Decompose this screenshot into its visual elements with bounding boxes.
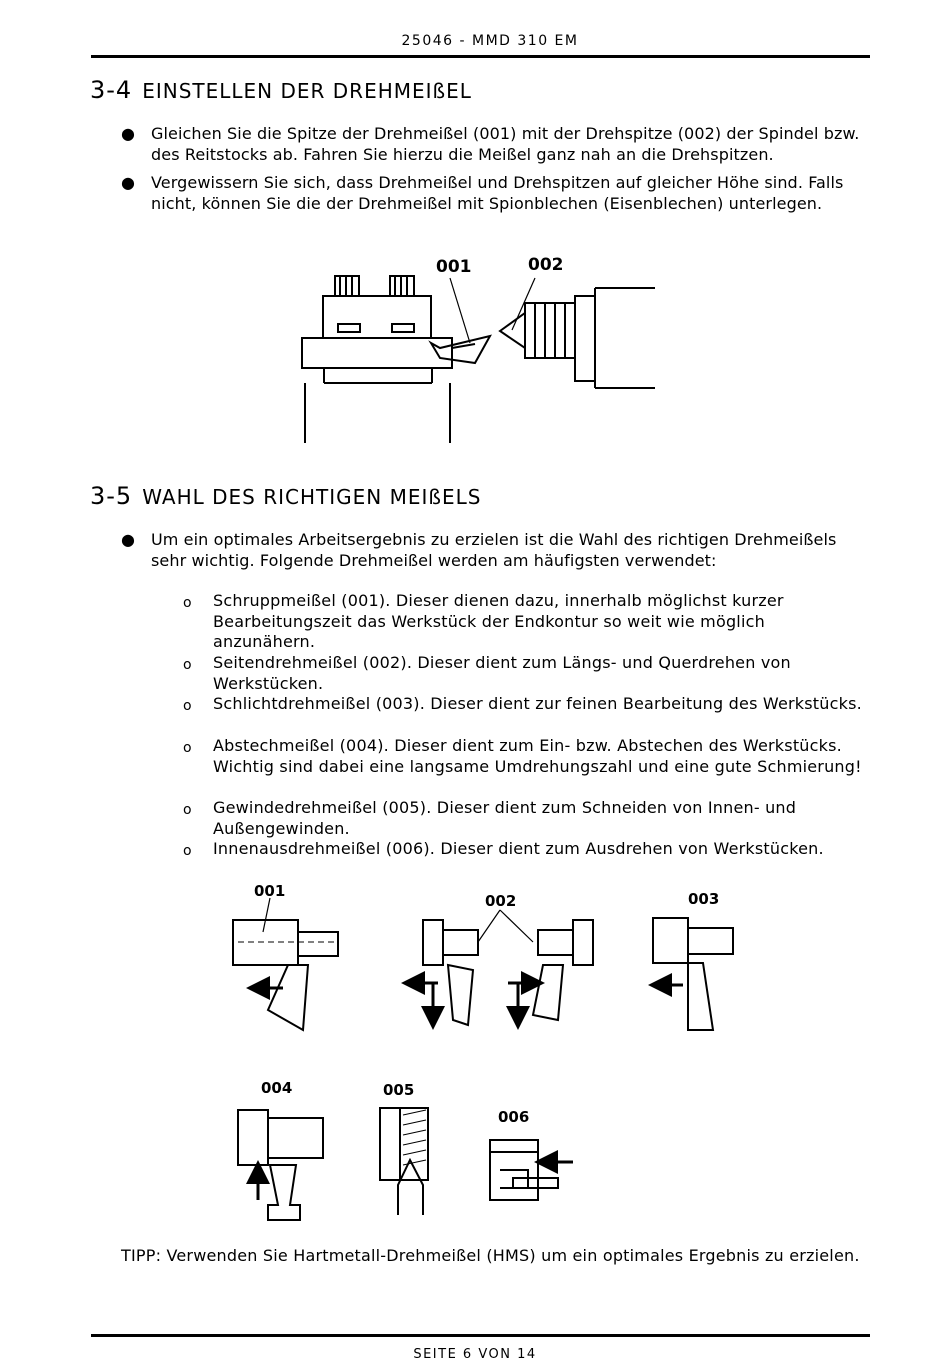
list-item: Gewindedrehmeißel (005). Dieser dient zum Schneiden von Innen- und Außengewinden. xyxy=(213,798,797,838)
list-item: Schruppmeißel (001). Dieser dienen dazu, innerhalb möglichst kurzer Bearbeitungszeit das Werkstück der Endkontur so weit wie möglich anzunähern. xyxy=(213,591,784,651)
sub-bullet-marker: o xyxy=(183,740,192,756)
figure-label-004: 004 xyxy=(261,1079,293,1097)
sub-bullet-marker: o xyxy=(183,698,192,714)
figure-label-001: 001 xyxy=(254,882,286,900)
figure-label-002: 002 xyxy=(485,892,517,910)
footer-rule xyxy=(91,1334,870,1337)
tool-types-figure xyxy=(228,870,748,1232)
sub-bullet-marker: o xyxy=(183,657,192,673)
page-number: SEITE 6 VON 14 xyxy=(413,1347,537,1362)
list-item: Abstechmeißel (004). Dieser dient zum Ein- bzw. Abstechen des Werkstücks. Wichtig sind dabei eine langsame Umdrehungszahl und eine gute Schmierung! xyxy=(213,736,862,776)
figure-label-001: 001 xyxy=(436,257,472,277)
section-number: 3-5 xyxy=(90,482,133,510)
section-title: WAHL DES RICHTIGEN MEIßELS xyxy=(142,485,482,509)
figure-label-006: 006 xyxy=(498,1108,530,1126)
list-item: Schlichtdrehmeißel (003). Dieser dient zur feinen Bearbeitung des Werkstücks. xyxy=(213,694,862,713)
sub-bullet-marker: o xyxy=(183,802,192,818)
figure-label-005: 005 xyxy=(383,1081,415,1099)
bullet-marker: ● xyxy=(121,124,135,143)
section-number: 3-4 xyxy=(90,76,133,104)
list-item: Seitendrehmeißel (002). Dieser dient zum Längs- und Querdrehen von Werkstücken. xyxy=(213,653,791,693)
tool-setting-figure xyxy=(290,248,660,448)
bullet-text: Gleichen Sie die Spitze der Drehmeißel (001) mit der Drehspitze (002) der Spindel bzw. des Reitstocks ab. Fahren Sie hierzu die Meißel ganz nah an die Drehspitzen. xyxy=(151,124,860,164)
figure-label-002: 002 xyxy=(528,255,564,275)
section-heading-3-4 xyxy=(90,76,472,104)
document-id: 25046 - MMD 310 EM xyxy=(401,33,579,49)
tip-text: TIPP: Verwenden Sie Hartmetall-Drehmeißel (HMS) um ein optimales Ergebnis zu erzielen. xyxy=(121,1246,860,1265)
section-title: EINSTELLEN DER DREHMEIßEL xyxy=(142,79,472,103)
bullet-text: Um ein optimales Arbeitsergebnis zu erzielen ist die Wahl des richtigen Drehmeißels sehr wichtig. Folgende Drehmeißel werden am häufigsten verwendet: xyxy=(151,530,837,570)
bullet-marker: ● xyxy=(121,173,135,192)
header-rule xyxy=(91,55,870,58)
bullet-text: Vergewissern Sie sich, dass Drehmeißel und Drehspitzen auf gleicher Höhe sind. Falls nicht, können Sie die der Drehmeißel mit Spionblechen (Eisenblechen) unterlegen. xyxy=(151,173,844,213)
sub-bullet-marker: o xyxy=(183,843,192,859)
bullet-marker: ● xyxy=(121,530,135,549)
figure-label-003: 003 xyxy=(688,890,720,908)
sub-bullet-marker: o xyxy=(183,595,192,611)
list-item: Innenausdrehmeißel (006). Dieser dient zum Ausdrehen von Werkstücken. xyxy=(213,839,824,858)
section-heading-3-5 xyxy=(90,482,481,510)
